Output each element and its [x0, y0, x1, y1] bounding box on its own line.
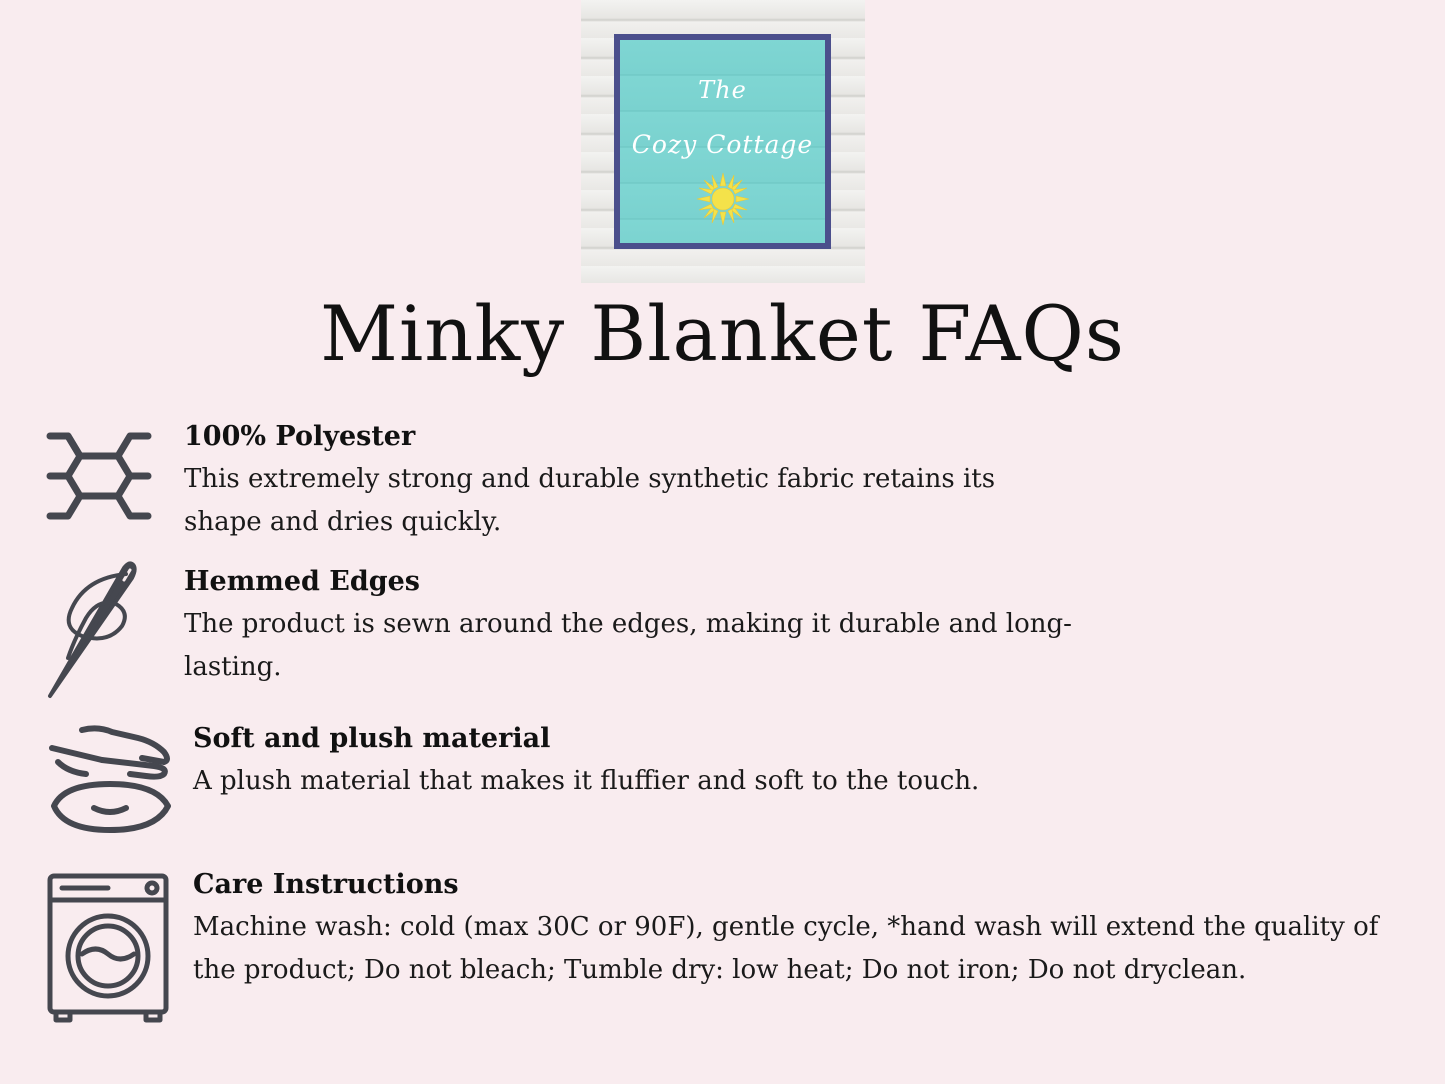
faq-title-care: Care Instructions	[193, 869, 459, 900]
needle-thread-icon	[46, 558, 146, 700]
faq-body-hemmed: The product is sewn around the edges, making it durable and long-lasting.	[184, 609, 1072, 682]
logo-frame	[614, 34, 831, 249]
faq-body-polyester: This extremely strong and durable synthetic fabric retains its shape and dries quickly.	[184, 464, 996, 537]
sun-icon	[696, 172, 750, 226]
faq-title-hemmed: Hemmed Edges	[184, 566, 420, 597]
faq-title-soft: Soft and plush material	[193, 723, 551, 754]
faq-body-soft: A plush material that makes it fluffier and soft to the touch.	[193, 766, 980, 796]
washing-machine-icon	[46, 872, 170, 1024]
logo-text-line1: The	[698, 76, 747, 104]
page-title: Minky Blanket FAQs	[320, 289, 1125, 378]
hand-over-pillow-icon	[46, 722, 176, 838]
brand-logo	[581, 0, 865, 283]
logo-text-line2: Cozy Cottage	[631, 130, 814, 159]
faq-title-polyester: 100% Polyester	[184, 421, 416, 452]
hexagon-mesh-icon	[46, 428, 152, 530]
faq-body-care: Machine wash: cold (max 30C or 90F), gentle cycle, *hand wash will extend the quality of the product; Do not bleach; Tumble dry: low heat; Do not iron; Do not dryclean.	[193, 912, 1379, 985]
